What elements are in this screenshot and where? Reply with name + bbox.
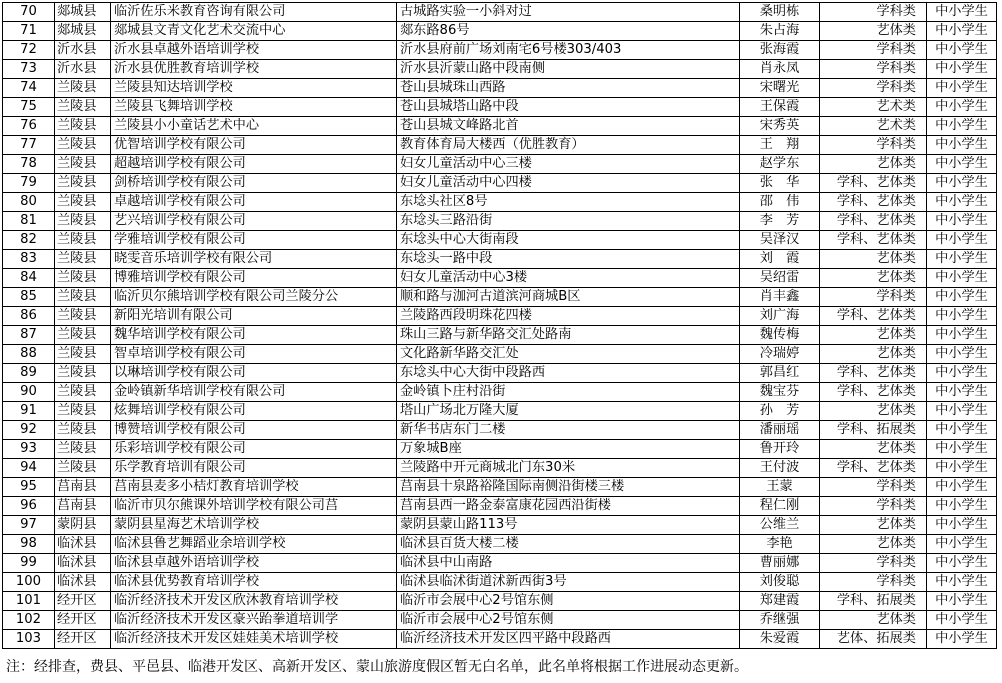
row-number-cell: 88 — [3, 345, 55, 364]
contact-person-cell: 吴泽汉 — [740, 231, 820, 250]
category-cell: 学科类 — [820, 288, 927, 307]
category-cell: 学科、艺体类 — [820, 383, 927, 402]
contact-person-cell: 宋秀英 — [740, 117, 820, 136]
county-cell: 临沭县 — [55, 554, 111, 573]
row-number-cell: 86 — [3, 307, 55, 326]
address-cell: 沂水县沂蒙山路中段南侧 — [397, 60, 740, 79]
contact-person-cell: 魏传梅 — [740, 326, 820, 345]
row-number-cell: 83 — [3, 250, 55, 269]
contact-person-cell: 肖永凤 — [740, 60, 820, 79]
institution-name-cell: 临沂贝尔熊培训学校有限公司兰陵分公 — [111, 288, 397, 307]
student-level-cell: 中小学生 — [927, 592, 997, 611]
address-cell: 塔山广场北万隆大厦 — [397, 402, 740, 421]
address-cell: 临沭县中山南路 — [397, 554, 740, 573]
table-row — [3, 516, 997, 535]
institution-name-cell: 卓越培训学校有限公司 — [111, 193, 397, 212]
row-number-cell: 91 — [3, 402, 55, 421]
table-row — [3, 155, 997, 174]
table-row — [3, 250, 997, 269]
institution-name-cell: 蒙阴县星海艺术培训学校 — [111, 516, 397, 535]
student-level-cell: 中小学生 — [927, 402, 997, 421]
table-row — [3, 630, 997, 649]
student-level-cell: 中小学生 — [927, 478, 997, 497]
row-number-cell: 72 — [3, 41, 55, 60]
contact-person-cell: 孙 芳 — [740, 402, 820, 421]
contact-person-cell: 刘广海 — [740, 307, 820, 326]
county-cell: 临沭县 — [55, 535, 111, 554]
student-level-cell: 中小学生 — [927, 155, 997, 174]
category-cell: 学科、拓展类 — [820, 592, 927, 611]
student-level-cell: 中小学生 — [927, 383, 997, 402]
contact-person-cell: 王蒙 — [740, 478, 820, 497]
institution-name-cell: 沂水县卓越外语培训学校 — [111, 41, 397, 60]
county-cell: 兰陵县 — [55, 250, 111, 269]
row-number-cell: 76 — [3, 117, 55, 136]
address-cell: 妇女儿童活动中心四楼 — [397, 174, 740, 193]
table-row — [3, 364, 997, 383]
row-number-cell: 103 — [3, 630, 55, 649]
table-row — [3, 117, 997, 136]
category-cell: 学科、艺体类 — [820, 307, 927, 326]
row-number-cell: 80 — [3, 193, 55, 212]
row-number-cell: 101 — [3, 592, 55, 611]
student-level-cell: 中小学生 — [927, 421, 997, 440]
category-cell: 学科类 — [820, 3, 927, 22]
address-cell: 临沭县临沭街道沭新西街3号 — [397, 573, 740, 592]
institution-name-cell: 以琳培训学校有限公司 — [111, 364, 397, 383]
table-row — [3, 174, 997, 193]
institution-name-cell: 临沂经济技术开发区欣沐教育培训学校 — [111, 592, 397, 611]
row-number-cell: 87 — [3, 326, 55, 345]
institution-name-cell: 郯城县文青文化艺术交流中心 — [111, 22, 397, 41]
contact-person-cell: 李艳 — [740, 535, 820, 554]
county-cell: 兰陵县 — [55, 402, 111, 421]
category-cell: 学科类 — [820, 497, 927, 516]
institution-name-cell: 临沂经济技术开发区豪兴跆拳道培训学 — [111, 611, 397, 630]
address-cell: 金岭镇卜庄村沿街 — [397, 383, 740, 402]
table-row — [3, 573, 997, 592]
county-cell: 兰陵县 — [55, 79, 111, 98]
contact-person-cell: 肖丰鑫 — [740, 288, 820, 307]
category-cell: 艺体、拓展类 — [820, 630, 927, 649]
table-row — [3, 554, 997, 573]
category-cell: 艺体类 — [820, 516, 927, 535]
address-cell: 珠山三路与新华路交汇处路南 — [397, 326, 740, 345]
institution-name-cell: 艺兴培训学校有限公司 — [111, 212, 397, 231]
row-number-cell: 79 — [3, 174, 55, 193]
county-cell: 兰陵县 — [55, 383, 111, 402]
county-cell: 兰陵县 — [55, 326, 111, 345]
contact-person-cell: 朱爱霞 — [740, 630, 820, 649]
student-level-cell: 中小学生 — [927, 136, 997, 155]
row-number-cell: 75 — [3, 98, 55, 117]
table-row — [3, 22, 997, 41]
table-row — [3, 269, 997, 288]
row-number-cell: 97 — [3, 516, 55, 535]
table-row — [3, 193, 997, 212]
student-level-cell: 中小学生 — [927, 611, 997, 630]
county-cell: 郯城县 — [55, 22, 111, 41]
contact-person-cell: 乔继强 — [740, 611, 820, 630]
contact-person-cell: 桑明栋 — [740, 3, 820, 22]
contact-person-cell: 刘俊聪 — [740, 573, 820, 592]
category-cell: 艺体类 — [820, 155, 927, 174]
table-row — [3, 41, 997, 60]
category-cell: 学科、艺体类 — [820, 231, 927, 250]
table-row — [3, 592, 997, 611]
address-cell: 临沂经济技术开发区四平路中段路西 — [397, 630, 740, 649]
county-cell: 莒南县 — [55, 478, 111, 497]
row-number-cell: 100 — [3, 573, 55, 592]
address-cell: 临沭县百货大楼二楼 — [397, 535, 740, 554]
category-cell: 艺体类 — [820, 269, 927, 288]
category-cell: 学科、拓展类 — [820, 421, 927, 440]
table-row — [3, 79, 997, 98]
row-number-cell: 78 — [3, 155, 55, 174]
row-number-cell: 82 — [3, 231, 55, 250]
institution-name-cell: 博雅培训学校有限公司 — [111, 269, 397, 288]
county-cell: 兰陵县 — [55, 136, 111, 155]
institution-name-cell: 兰陵县知达培训学校 — [111, 79, 397, 98]
address-cell: 古城路实验一小斜对过 — [397, 3, 740, 22]
county-cell: 沂水县 — [55, 60, 111, 79]
table-row — [3, 402, 997, 421]
table-row — [3, 440, 997, 459]
county-cell: 兰陵县 — [55, 117, 111, 136]
address-cell: 东埝头中心大街南段 — [397, 231, 740, 250]
institution-name-cell: 炫舞培训学校有限公司 — [111, 402, 397, 421]
contact-person-cell: 赵学东 — [740, 155, 820, 174]
county-cell: 兰陵县 — [55, 231, 111, 250]
county-cell: 兰陵县 — [55, 212, 111, 231]
institution-name-cell: 乐彩培训学校有限公司 — [111, 440, 397, 459]
category-cell: 艺体类 — [820, 440, 927, 459]
table-row — [3, 459, 997, 478]
county-cell: 莒南县 — [55, 497, 111, 516]
table-row — [3, 478, 997, 497]
table-row — [3, 611, 997, 630]
student-level-cell: 中小学生 — [927, 269, 997, 288]
address-cell: 东埝头中心大街中段路西 — [397, 364, 740, 383]
address-cell: 苍山县城文峰路北首 — [397, 117, 740, 136]
category-cell: 学科、艺体类 — [820, 174, 927, 193]
student-level-cell: 中小学生 — [927, 193, 997, 212]
address-cell: 莒南县西一路金泰富康花园西沿街楼 — [397, 497, 740, 516]
category-cell: 艺体类 — [820, 250, 927, 269]
category-cell: 艺术类 — [820, 117, 927, 136]
table-row — [3, 231, 997, 250]
student-level-cell: 中小学生 — [927, 250, 997, 269]
institution-name-cell: 临沂经济技术开发区娃娃美术培训学校 — [111, 630, 397, 649]
institution-name-cell: 兰陵县飞舞培训学校 — [111, 98, 397, 117]
institution-name-cell: 新阳光培训有限公司 — [111, 307, 397, 326]
student-level-cell: 中小学生 — [927, 307, 997, 326]
institution-name-cell: 乐学教育培训有限公司 — [111, 459, 397, 478]
student-level-cell: 中小学生 — [927, 41, 997, 60]
category-cell: 艺体类 — [820, 611, 927, 630]
contact-person-cell: 张海霞 — [740, 41, 820, 60]
institution-name-cell: 临沭县优势教育培训学校 — [111, 573, 397, 592]
category-cell: 艺体类 — [820, 535, 927, 554]
county-cell: 兰陵县 — [55, 288, 111, 307]
category-cell: 学科类 — [820, 554, 927, 573]
row-number-cell: 94 — [3, 459, 55, 478]
institution-name-cell: 晓雯音乐培训学校有限公司 — [111, 250, 397, 269]
address-cell: 沂水县府前广场刘南宅6号楼303/403 — [397, 41, 740, 60]
contact-person-cell: 刘 霞 — [740, 250, 820, 269]
row-number-cell: 93 — [3, 440, 55, 459]
address-cell: 东埝头社区8号 — [397, 193, 740, 212]
institution-name-cell: 临沭县鲁艺舞蹈业余培训学校 — [111, 535, 397, 554]
contact-person-cell: 郑建霞 — [740, 592, 820, 611]
table-row — [3, 60, 997, 79]
contact-person-cell: 郭昌红 — [740, 364, 820, 383]
county-cell: 兰陵县 — [55, 155, 111, 174]
address-cell: 苍山县城塔山路中段 — [397, 98, 740, 117]
footnote: 注：经排查，费县、平邑县、临港开发区、高新开发区、蒙山旅游度假区暂无白名单，此名单将根据工作进展动态更新。 — [6, 659, 748, 675]
institution-name-cell: 兰陵县小小童话艺术中心 — [111, 117, 397, 136]
address-cell: 教育体育局大楼西（优胜教育） — [397, 136, 740, 155]
contact-person-cell: 王 翔 — [740, 136, 820, 155]
row-number-cell: 81 — [3, 212, 55, 231]
category-cell: 艺体类 — [820, 402, 927, 421]
row-number-cell: 84 — [3, 269, 55, 288]
student-level-cell: 中小学生 — [927, 364, 997, 383]
row-number-cell: 98 — [3, 535, 55, 554]
row-number-cell: 92 — [3, 421, 55, 440]
table-row — [3, 383, 997, 402]
county-cell: 兰陵县 — [55, 307, 111, 326]
county-cell: 兰陵县 — [55, 440, 111, 459]
category-cell: 学科类 — [820, 136, 927, 155]
table-row — [3, 288, 997, 307]
student-level-cell: 中小学生 — [927, 212, 997, 231]
student-level-cell: 中小学生 — [927, 630, 997, 649]
county-cell: 兰陵县 — [55, 345, 111, 364]
county-cell: 沂水县 — [55, 41, 111, 60]
student-level-cell: 中小学生 — [927, 79, 997, 98]
address-cell: 临沂市会展中心2号馆东侧 — [397, 592, 740, 611]
institution-name-cell: 智卓培训学校有限公司 — [111, 345, 397, 364]
contact-person-cell: 潘丽瑶 — [740, 421, 820, 440]
address-cell: 妇女儿童活动中心三楼 — [397, 155, 740, 174]
contact-person-cell: 曹丽娜 — [740, 554, 820, 573]
student-level-cell: 中小学生 — [927, 3, 997, 22]
row-number-cell: 96 — [3, 497, 55, 516]
contact-person-cell: 邵 伟 — [740, 193, 820, 212]
contact-person-cell: 朱占海 — [740, 22, 820, 41]
address-cell: 万象城B座 — [397, 440, 740, 459]
institution-name-cell: 剑桥培训学校有限公司 — [111, 174, 397, 193]
student-level-cell: 中小学生 — [927, 60, 997, 79]
contact-person-cell: 张 华 — [740, 174, 820, 193]
address-cell: 郯东路86号 — [397, 22, 740, 41]
student-level-cell: 中小学生 — [927, 554, 997, 573]
student-level-cell: 中小学生 — [927, 345, 997, 364]
row-number-cell: 77 — [3, 136, 55, 155]
table-row — [3, 497, 997, 516]
student-level-cell: 中小学生 — [927, 231, 997, 250]
category-cell: 艺体类 — [820, 22, 927, 41]
institution-name-cell: 临沂佐乐米教育咨询有限公司 — [111, 3, 397, 22]
row-number-cell: 90 — [3, 383, 55, 402]
table-body — [3, 3, 997, 649]
county-cell: 经开区 — [55, 630, 111, 649]
county-cell: 郯城县 — [55, 3, 111, 22]
row-number-cell: 74 — [3, 79, 55, 98]
table-row — [3, 3, 997, 22]
row-number-cell: 70 — [3, 3, 55, 22]
contact-person-cell: 冷瑞婷 — [740, 345, 820, 364]
row-number-cell: 99 — [3, 554, 55, 573]
student-level-cell: 中小学生 — [927, 516, 997, 535]
category-cell: 学科类 — [820, 41, 927, 60]
county-cell: 兰陵县 — [55, 459, 111, 478]
county-cell: 兰陵县 — [55, 174, 111, 193]
row-number-cell: 85 — [3, 288, 55, 307]
institution-name-cell: 超越培训学校有限公司 — [111, 155, 397, 174]
category-cell: 学科类 — [820, 573, 927, 592]
address-cell: 莒南县十泉路裕隆国际南侧沿街楼三楼 — [397, 478, 740, 497]
institution-name-cell: 学雅培训学校有限公司 — [111, 231, 397, 250]
contact-person-cell: 宋曙光 — [740, 79, 820, 98]
institution-name-cell: 沂水县优胜教育培训学校 — [111, 60, 397, 79]
contact-person-cell: 公维兰 — [740, 516, 820, 535]
row-number-cell: 71 — [3, 22, 55, 41]
address-cell: 兰陵路西段明珠花四楼 — [397, 307, 740, 326]
institution-name-cell: 莒南县麦多小桔灯教育培训学校 — [111, 478, 397, 497]
table-row — [3, 345, 997, 364]
table-row — [3, 212, 997, 231]
student-level-cell: 中小学生 — [927, 117, 997, 136]
county-cell: 兰陵县 — [55, 421, 111, 440]
category-cell: 艺体类 — [820, 326, 927, 345]
county-cell: 蒙阴县 — [55, 516, 111, 535]
contact-person-cell: 王保霞 — [740, 98, 820, 117]
county-cell: 兰陵县 — [55, 193, 111, 212]
contact-person-cell: 魏宝芬 — [740, 383, 820, 402]
student-level-cell: 中小学生 — [927, 326, 997, 345]
contact-person-cell: 鲁开玲 — [740, 440, 820, 459]
institution-name-cell: 博赞培训学校有限公司 — [111, 421, 397, 440]
category-cell: 艺体类 — [820, 345, 927, 364]
student-level-cell: 中小学生 — [927, 535, 997, 554]
county-cell: 经开区 — [55, 592, 111, 611]
table-row — [3, 421, 997, 440]
county-cell: 临沭县 — [55, 573, 111, 592]
contact-person-cell: 程仁刚 — [740, 497, 820, 516]
county-cell: 兰陵县 — [55, 364, 111, 383]
student-level-cell: 中小学生 — [927, 288, 997, 307]
category-cell: 学科类 — [820, 478, 927, 497]
table-row — [3, 535, 997, 554]
address-cell: 新华书店东门二楼 — [397, 421, 740, 440]
student-level-cell: 中小学生 — [927, 459, 997, 478]
institution-name-cell: 临沭县卓越外语培训学校 — [111, 554, 397, 573]
student-level-cell: 中小学生 — [927, 497, 997, 516]
contact-person-cell: 王付波 — [740, 459, 820, 478]
student-level-cell: 中小学生 — [927, 98, 997, 117]
category-cell: 学科类 — [820, 79, 927, 98]
category-cell: 学科、艺体类 — [820, 193, 927, 212]
row-number-cell: 102 — [3, 611, 55, 630]
contact-person-cell: 吴绍雷 — [740, 269, 820, 288]
student-level-cell: 中小学生 — [927, 174, 997, 193]
address-cell: 妇女儿童活动中心3楼 — [397, 269, 740, 288]
student-level-cell: 中小学生 — [927, 440, 997, 459]
student-level-cell: 中小学生 — [927, 22, 997, 41]
address-cell: 苍山县城珠山西路 — [397, 79, 740, 98]
address-cell: 兰陵路中开元商城北门东30米 — [397, 459, 740, 478]
institution-name-cell: 金岭镇新华培训学校有限公司 — [111, 383, 397, 402]
category-cell: 艺术类 — [820, 98, 927, 117]
institution-name-cell: 优智培训学校有限公司 — [111, 136, 397, 155]
whitelist-table — [2, 2, 997, 649]
table-row — [3, 326, 997, 345]
row-number-cell: 73 — [3, 60, 55, 79]
category-cell: 学科、艺体类 — [820, 459, 927, 478]
contact-person-cell: 李 芳 — [740, 212, 820, 231]
row-number-cell: 95 — [3, 478, 55, 497]
address-cell: 顺和路与泇河古道滨河商城B区 — [397, 288, 740, 307]
institution-name-cell: 临沂市贝尔熊课外培训学校有限公司莒 — [111, 497, 397, 516]
address-cell: 临沂市会展中心2号馆东侧 — [397, 611, 740, 630]
county-cell: 兰陵县 — [55, 98, 111, 117]
county-cell: 经开区 — [55, 611, 111, 630]
table-row — [3, 136, 997, 155]
row-number-cell: 89 — [3, 364, 55, 383]
institution-name-cell: 魏华培训学校有限公司 — [111, 326, 397, 345]
address-cell: 东埝头一路中段 — [397, 250, 740, 269]
address-cell: 蒙阴县蒙山路113号 — [397, 516, 740, 535]
address-cell: 东埝头三路沿街 — [397, 212, 740, 231]
category-cell: 学科、艺体类 — [820, 364, 927, 383]
category-cell: 学科、艺体类 — [820, 212, 927, 231]
table-row — [3, 307, 997, 326]
student-level-cell: 中小学生 — [927, 573, 997, 592]
address-cell: 文化路新华路交汇处 — [397, 345, 740, 364]
table-row — [3, 98, 997, 117]
category-cell: 学科类 — [820, 60, 927, 79]
county-cell: 兰陵县 — [55, 269, 111, 288]
